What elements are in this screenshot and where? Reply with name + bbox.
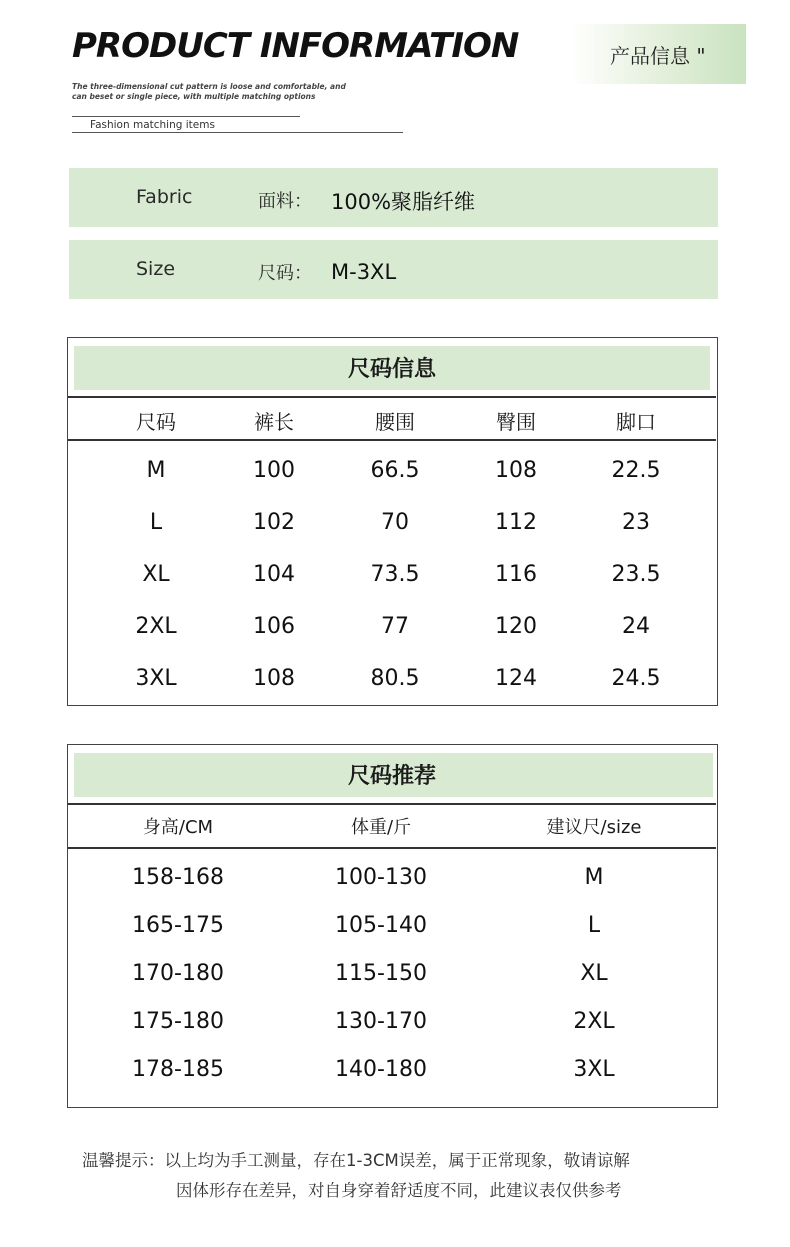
size-recommend-cell: 178-185 <box>132 1057 224 1082</box>
size-info-cell: 2XL <box>135 614 177 639</box>
size-info-divider-header <box>68 439 716 441</box>
note-line-1: 温馨提示：以上均为手工测量，存在1-3CM误差，属于正常现象，敬请谅解 <box>82 1151 630 1170</box>
size-info-header-cell: 脚口 <box>616 410 656 434</box>
title-badge-text: 产品信息 " <box>610 44 706 68</box>
size-info-cell: 80.5 <box>370 666 420 691</box>
size-recommend-divider-top <box>68 803 716 805</box>
size-info-cell: 22.5 <box>611 458 661 483</box>
size-recommend-cell: M <box>584 865 604 890</box>
size-recommend-cell: XL <box>580 961 608 986</box>
divider-upper <box>72 116 300 117</box>
size-info-cell: 70 <box>381 510 409 535</box>
subtitle-line-1: The three-dimensional cut pattern is loose and comfortable, and <box>72 82 346 91</box>
size-info-divider-top <box>68 396 716 398</box>
size-recommend-header-cell: 体重/斤 <box>350 817 412 838</box>
size-info-cell: 3XL <box>135 666 177 691</box>
size-info-cell: 112 <box>495 510 537 535</box>
size-info-cell: 124 <box>495 666 537 691</box>
page-title: PRODUCT INFORMATION <box>72 26 519 66</box>
size-recommend-cell: 175-180 <box>132 1009 224 1034</box>
size-info-cell: 106 <box>253 614 295 639</box>
note-line-2: 因体形存在差异，对自身穿着舒适度不同，此建议表仅供参考 <box>176 1181 622 1200</box>
size-info-cell: 23.5 <box>611 562 661 587</box>
size-recommend-header-cell: 身高/CM <box>142 817 214 838</box>
size-info-cell: 108 <box>495 458 537 483</box>
divider-lower <box>72 132 403 133</box>
fabric-value: 100%聚脂纤维 <box>331 190 476 214</box>
size-info-cell: 24 <box>622 614 650 639</box>
size-recommend-cell: 100-130 <box>335 865 427 890</box>
size-info-table <box>67 337 718 706</box>
size-value: M-3XL <box>331 260 397 284</box>
size-recommend-cell: 165-175 <box>132 913 224 938</box>
size-info-header-cell: 腰围 <box>375 410 415 434</box>
size-info-cell: 102 <box>253 510 295 535</box>
size-info-header-cell: 裤长 <box>254 410 294 434</box>
size-label-cn: 尺码： <box>258 263 312 284</box>
subtitle <box>72 82 392 102</box>
size-info-cell: M <box>146 458 166 483</box>
fashion-label: Fashion matching items <box>90 119 215 131</box>
size-info-title: 尺码信息 <box>347 357 436 382</box>
size-recommend-divider-header <box>68 847 716 849</box>
subtitle-line-2: can beset or single piece, with multiple matching options <box>72 92 316 101</box>
fabric-label-en: Fabric <box>136 186 193 208</box>
size-recommend-cell: 2XL <box>573 1009 615 1034</box>
size-recommend-cell: 170-180 <box>132 961 224 986</box>
size-recommend-cell: 130-170 <box>335 1009 427 1034</box>
size-info-cell: 24.5 <box>611 666 661 691</box>
size-info-cell: 104 <box>253 562 295 587</box>
size-info-cell: 66.5 <box>370 458 420 483</box>
size-info-cell: 120 <box>495 614 537 639</box>
size-recommend-cell: 105-140 <box>335 913 427 938</box>
size-info-cell: 73.5 <box>370 562 420 587</box>
size-info-cell: XL <box>142 562 170 587</box>
size-label-en: Size <box>136 258 176 280</box>
size-info-cell: 116 <box>495 562 537 587</box>
size-info-cell: 23 <box>622 510 650 535</box>
size-recommend-cell: L <box>587 913 601 938</box>
size-recommend-cell: 140-180 <box>335 1057 427 1082</box>
fabric-label-cn: 面料： <box>258 191 312 212</box>
size-recommend-table <box>67 744 718 1108</box>
size-recommend-cell: 115-150 <box>335 961 427 986</box>
size-info-cell: 77 <box>381 614 409 639</box>
size-info-cell: 100 <box>253 458 295 483</box>
size-info-cell: 108 <box>253 666 295 691</box>
size-info-cell: L <box>149 510 163 535</box>
size-info-header-cell: 尺码 <box>136 410 176 434</box>
size-recommend-title: 尺码推荐 <box>347 764 436 789</box>
size-recommend-header-cell: 建议尺/size <box>546 817 642 838</box>
size-recommend-cell: 3XL <box>573 1057 615 1082</box>
size-info-header-cell: 臀围 <box>496 410 536 434</box>
size-recommend-cell: 158-168 <box>132 865 224 890</box>
